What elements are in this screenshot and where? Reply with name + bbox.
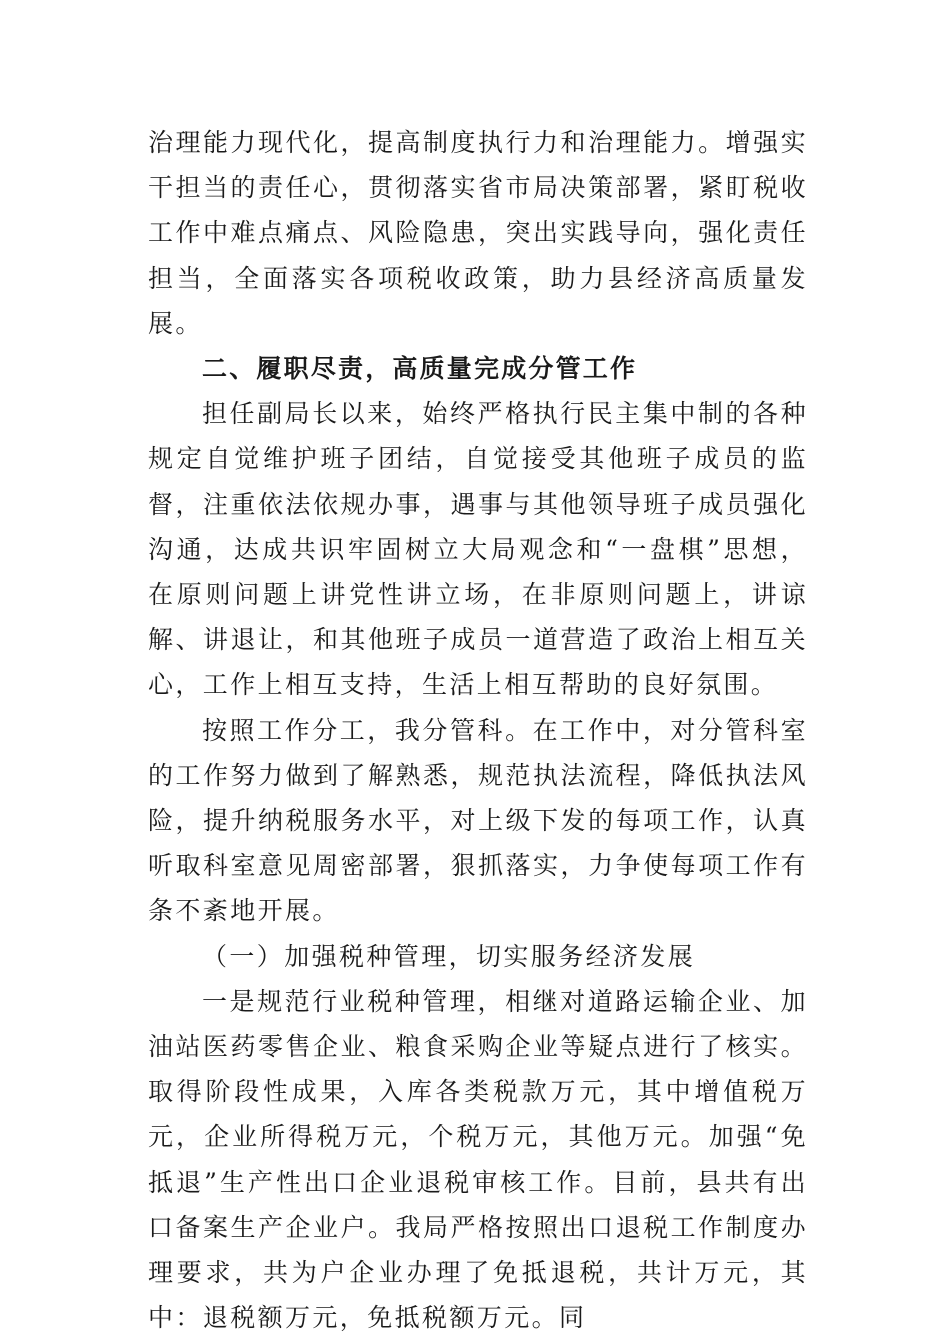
paragraph-tax-management: 一是规范行业税种管理，相继对道路运输企业、加油站医药零售企业、粮食采购企业等疑点进行了核实。取得阶段性成果，入库各类税款万元，其中增值税万元，企业所得税万元，个税万元，其他万元。加强“免抵退”生产性出口企业退税审核工作。目前，县共有出口备案生产企业户。我局严格按照出口退税工作制度办理要求，共为户企业办理了免抵退税，共计万元，其中：退税额万元，免抵税额万元。同 <box>148 986 808 1333</box>
paragraph-team-cooperation: 担任副局长以来，始终严格执行民主集中制的各种规定自觉维护班子团结，自觉接受其他班子成员的监督，注重依法依规办事，遇事与其他领导班子成员强化沟通，达成共识牢固树立大局观念和“一盘棋”思想，在原则问题上讲党性讲立场，在非原则问题上，讲谅解、讲退让，和其他班子成员一道营造了政治上相互关心，工作上相互支持，生活上相互帮助的良好氛围。 <box>148 399 808 700</box>
paragraph-division-of-work: 按照工作分工，我分管科。在工作中，对分管科室的工作努力做到了解熟悉，规范执法流程，降低执法风险，提升纳税服务水平，对上级下发的每项工作，认真听取科室意见周密部署，狠抓落实，力争使每项工作有条不紊地开展。 <box>148 715 808 926</box>
section-heading: 二、履职尽责，高质量完成分管工作 <box>202 354 638 384</box>
subsection-heading: （一）加强税种管理，切实服务经济发展 <box>202 941 696 971</box>
document-body <box>148 120 808 1340</box>
paragraph-continued: 治理能力现代化，提高制度执行力和治理能力。增强实干担当的责任心，贯彻落实省市局决策部署，紧盯税收工作中难点痛点、风险隐患，突出实践导向，强化责任担当，全面落实各项税收政策，助力县经济高质量发展。 <box>148 128 808 338</box>
